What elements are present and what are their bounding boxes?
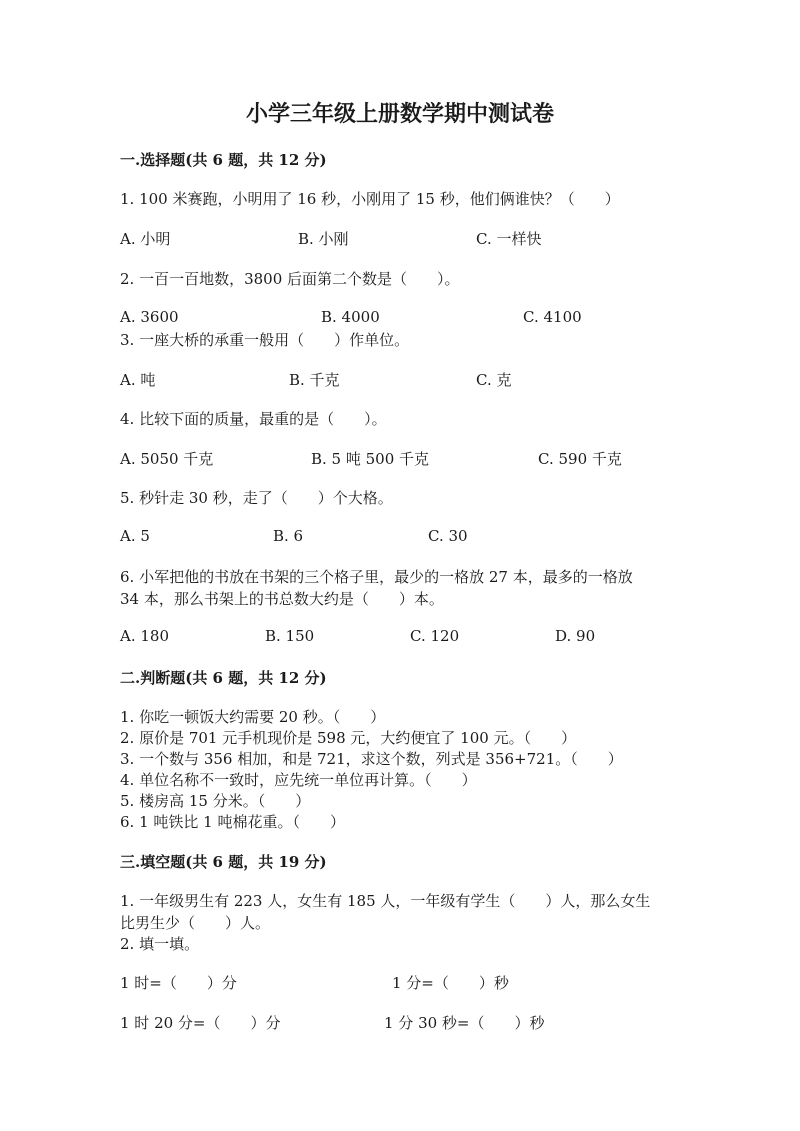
section-heading-fill: 三.填空题(共 6 题，共 19 分) — [120, 853, 327, 871]
question-6-line-2: 34 本，那么书架上的书总数大约是（ ）本。 — [120, 590, 444, 608]
judgement-item-3: 3. 一个数与 356 相加，和是 721，求这个数，列式是 356+721。（ ） — [120, 750, 623, 768]
q2-option-c: C. 4100 — [523, 308, 582, 326]
q4-option-c: C. 590 千克 — [538, 450, 622, 468]
fill-row-2-left: 1 时 20 分=（ ）分 — [120, 1014, 281, 1032]
judgement-item-4: 4. 单位名称不一致时，应先统一单位再计算。（ ） — [120, 771, 477, 789]
fill-row-2-right: 1 分 30 秒=（ ）秒 — [384, 1014, 545, 1032]
q2-option-b: B. 4000 — [321, 308, 380, 326]
q5-option-a: A. 5 — [120, 527, 150, 545]
q3-option-b: B. 千克 — [289, 371, 340, 389]
question-5: 5. 秒针走 30 秒，走了（ ）个大格。 — [120, 489, 393, 507]
q2-option-a: A. 3600 — [120, 308, 179, 326]
q4-option-a: A. 5050 千克 — [120, 450, 214, 468]
q6-option-a: A. 180 — [120, 627, 169, 645]
fill-item-1-line-1: 1. 一年级男生有 223 人，女生有 185 人，一年级有学生（ ）人，那么女生 — [120, 892, 651, 910]
q6-option-d: D. 90 — [555, 627, 596, 645]
judgement-item-6: 6. 1 吨铁比 1 吨棉花重。（ ） — [120, 813, 345, 831]
page-title: 小学三年级上册数学期中测试卷 — [245, 101, 554, 127]
q3-option-c: C. 克 — [476, 371, 512, 389]
q4-option-b: B. 5 吨 500 千克 — [311, 450, 430, 468]
question-1: 1. 100 米赛跑，小明用了 16 秒，小刚用了 15 秒，他们俩谁快？（ ） — [120, 190, 620, 208]
question-3: 3. 一座大桥的承重一般用（ ）作单位。 — [120, 331, 410, 349]
judgement-item-2: 2. 原价是 701 元手机现价是 598 元，大约便宜了 100 元。（ ） — [120, 729, 577, 747]
q1-option-c: C. 一样快 — [476, 230, 542, 248]
judgement-item-5: 5. 楼房高 15 分米。（ ） — [120, 792, 311, 810]
q1-option-a: A. 小明 — [120, 230, 171, 248]
fill-row-1-right: 1 分=（ ）秒 — [392, 974, 509, 992]
fill-item-1-line-2: 比男生少（ ）人。 — [120, 914, 271, 932]
section-heading-judgement: 二.判断题(共 6 题，共 12 分) — [120, 669, 327, 687]
question-6-line-1: 6. 小军把他的书放在书架的三个格子里，最少的一格放 27 本，最多的一格放 — [120, 568, 633, 586]
q5-option-c: C. 30 — [428, 527, 468, 545]
q3-option-a: A. 吨 — [120, 371, 156, 389]
judgement-item-1: 1. 你吃一顿饭大约需要 20 秒。（ ） — [120, 708, 386, 726]
q6-option-b: B. 150 — [265, 627, 315, 645]
fill-item-2: 2. 填一填。 — [120, 935, 200, 953]
fill-row-1-left: 1 时=（ ）分 — [120, 974, 237, 992]
question-2: 2. 一百一百地数，3800 后面第二个数是（ ）。 — [120, 270, 460, 288]
q6-option-c: C. 120 — [410, 627, 460, 645]
section-heading-choice: 一.选择题(共 6 题，共 12 分) — [120, 151, 327, 169]
question-4: 4. 比较下面的质量，最重的是（ ）。 — [120, 410, 387, 428]
q5-option-b: B. 6 — [273, 527, 304, 545]
q1-option-b: B. 小刚 — [298, 230, 349, 248]
